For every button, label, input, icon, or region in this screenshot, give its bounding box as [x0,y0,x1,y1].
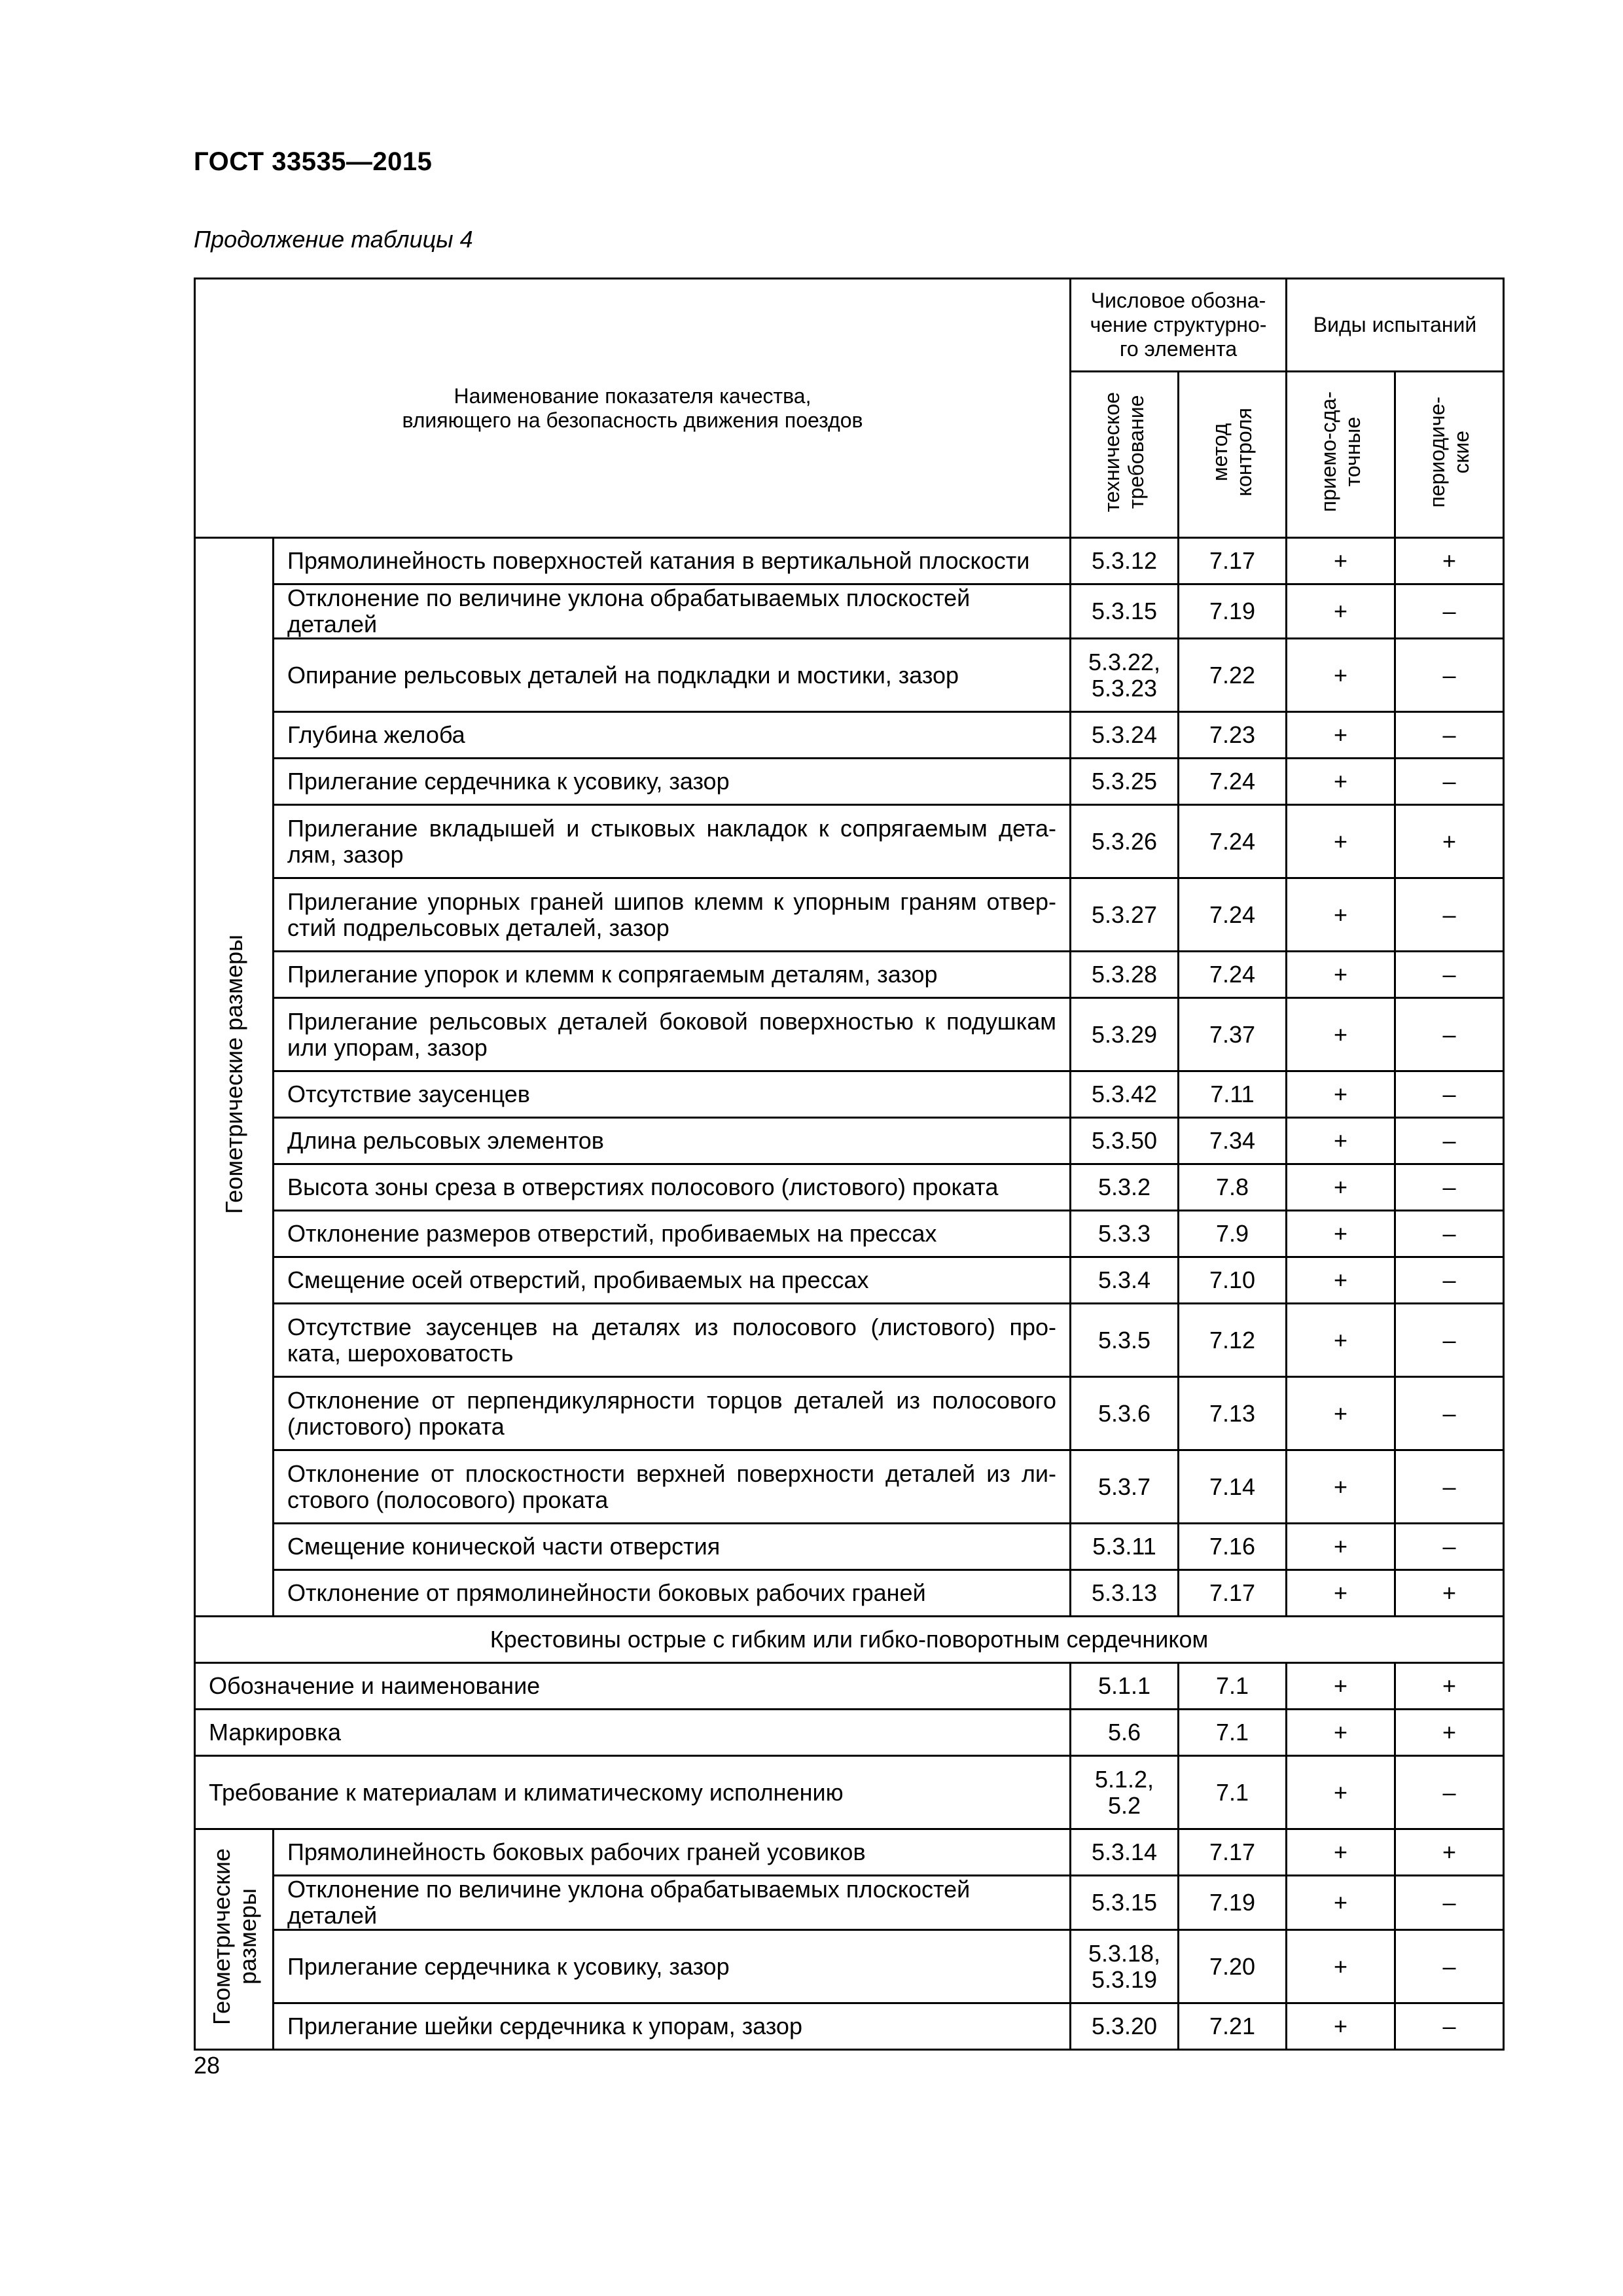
table-row [195,538,1504,584]
table-row [195,878,1504,952]
requirement-ref: 5.3.3 [1071,1211,1179,1257]
periodic-test-mark: – [1395,759,1504,805]
header-control-method: метод контроля [1179,372,1287,538]
table-row [195,712,1504,759]
acceptance-test-mark: + [1287,2003,1395,2050]
control-method-ref: 7.34 [1179,1118,1287,1164]
periodic-test-mark: + [1395,1829,1504,1876]
periodic-test-mark: – [1395,1118,1504,1164]
indicator-name: Отсутствие заусенцев [274,1071,1071,1118]
control-method-ref: 7.24 [1179,759,1287,805]
control-method-ref: 7.8 [1179,1164,1287,1211]
indicator-name: Отклонение от перпендикулярности торцов деталей из полосового (листового) проката [274,1377,1071,1450]
periodic-test-mark: – [1395,639,1504,712]
requirement-ref: 5.6 [1071,1710,1179,1756]
acceptance-test-mark: + [1287,1876,1395,1930]
acceptance-test-mark: + [1287,538,1395,584]
header-periodic-tests: периодиче- ские [1395,372,1504,538]
header-indicator-name: Наименование показателя качества, влияющего на безопасность движения поездов [195,279,1071,538]
header-acceptance-tests: приемо-сда- точные [1287,372,1395,538]
table-row [195,1756,1504,1829]
periodic-test-mark: – [1395,712,1504,759]
indicator-name: Отклонение размеров отверстий, пробиваемых на прессах [274,1211,1071,1257]
table-row [195,952,1504,998]
acceptance-test-mark: + [1287,952,1395,998]
periodic-test-mark: – [1395,584,1504,639]
requirement-ref: 5.3.15 [1071,1876,1179,1930]
periodic-test-mark: + [1395,1663,1504,1710]
indicator-name: Прилегание шейки сердечника к упорам, зазор [274,2003,1071,2050]
periodic-test-mark: – [1395,1756,1504,1829]
indicator-name: Прилегание вкладышей и стыковых накладок к сопрягаемым дета-лям, зазор [274,805,1071,878]
periodic-test-mark: – [1395,1876,1504,1930]
requirement-ref: 5.3.26 [1071,805,1179,878]
acceptance-test-mark: + [1287,712,1395,759]
acceptance-test-mark: + [1287,1710,1395,1756]
table-row [195,1450,1504,1524]
table-row [195,1710,1504,1756]
table-row [195,584,1504,639]
periodic-test-mark: + [1395,1710,1504,1756]
acceptance-test-mark: + [1287,1663,1395,1710]
requirement-ref: 5.3.20 [1071,2003,1179,2050]
requirement-ref: 5.3.15 [1071,584,1179,639]
indicator-name: Отсутствие заусенцев на деталях из полосового (листового) про-ката, шероховатость [274,1304,1071,1377]
control-method-ref: 7.1 [1179,1756,1287,1829]
table-row [195,1164,1504,1211]
acceptance-test-mark: + [1287,1071,1395,1118]
indicator-name: Отклонение по величине уклона обрабатываемых плоскостей деталей [274,1876,1071,1930]
table-row [195,1876,1504,1930]
control-method-ref: 7.22 [1179,639,1287,712]
table-row [195,1071,1504,1118]
acceptance-test-mark: + [1287,1164,1395,1211]
table-row [195,1570,1504,1617]
requirement-ref: 5.3.2 [1071,1164,1179,1211]
acceptance-test-mark: + [1287,1930,1395,2003]
periodic-test-mark: – [1395,1450,1504,1524]
periodic-test-mark: – [1395,1377,1504,1450]
indicator-name: Отклонение от плоскостности верхней поверхности деталей из ли-стового (полосового) проката [274,1450,1071,1524]
indicator-name: Глубина желоба [274,712,1071,759]
control-method-ref: 7.1 [1179,1710,1287,1756]
control-method-ref: 7.20 [1179,1930,1287,2003]
control-method-ref: 7.23 [1179,712,1287,759]
control-method-ref: 7.10 [1179,1257,1287,1304]
control-method-ref: 7.24 [1179,952,1287,998]
requirement-ref: 5.3.24 [1071,712,1179,759]
acceptance-test-mark: + [1287,805,1395,878]
table-row [195,2003,1504,2050]
indicator-name: Смещение конической части отверстия [274,1524,1071,1570]
control-method-ref: 7.12 [1179,1304,1287,1377]
control-method-ref: 7.24 [1179,878,1287,952]
periodic-test-mark: – [1395,1930,1504,2003]
table-row [195,639,1504,712]
control-method-ref: 7.17 [1179,1570,1287,1617]
control-method-ref: 7.17 [1179,1829,1287,1876]
indicator-name: Прилегание рельсовых деталей боковой поверхностью к подушкам или упорам, зазор [274,998,1071,1071]
requirement-ref: 5.3.29 [1071,998,1179,1071]
control-method-ref: 7.16 [1179,1524,1287,1570]
requirement-ref: 5.3.5 [1071,1304,1179,1377]
indicator-name: Прилегание упорных граней шипов клемм к упорным граням отвер-стий подрельсовых деталей, зазор [274,878,1071,952]
requirement-ref: 5.1.2, 5.2 [1071,1756,1179,1829]
table-row [195,1663,1504,1710]
control-method-ref: 7.9 [1179,1211,1287,1257]
periodic-test-mark: – [1395,1071,1504,1118]
periodic-test-mark: – [1395,1164,1504,1211]
indicator-name: Обозначение и наименование [195,1663,1071,1710]
indicator-name: Отклонение по величине уклона обрабатываемых плоскостей деталей [274,584,1071,639]
periodic-test-mark: – [1395,952,1504,998]
table-row [195,805,1504,878]
acceptance-test-mark: + [1287,998,1395,1071]
section-row [195,1617,1504,1663]
requirement-ref: 5.3.12 [1071,538,1179,584]
acceptance-test-mark: + [1287,1377,1395,1450]
indicator-name: Отклонение от прямолинейности боковых рабочих граней [274,1570,1071,1617]
indicator-name: Смещение осей отверстий, пробиваемых на прессах [274,1257,1071,1304]
acceptance-test-mark: + [1287,1524,1395,1570]
table-row [195,1377,1504,1450]
requirement-ref: 5.1.1 [1071,1663,1179,1710]
periodic-test-mark: – [1395,1211,1504,1257]
control-method-ref: 7.19 [1179,584,1287,639]
indicator-name: Высота зоны среза в отверстиях полосового (листового) проката [274,1164,1071,1211]
table-row [195,1524,1504,1570]
acceptance-test-mark: + [1287,1756,1395,1829]
requirement-ref: 5.3.11 [1071,1524,1179,1570]
table-row [195,1829,1504,1876]
control-method-ref: 7.1 [1179,1663,1287,1710]
requirement-ref: 5.3.22, 5.3.23 [1071,639,1179,712]
requirement-ref: 5.3.7 [1071,1450,1179,1524]
indicator-name: Прилегание сердечника к усовику, зазор [274,1930,1071,2003]
control-method-ref: 7.14 [1179,1450,1287,1524]
requirement-ref: 5.3.14 [1071,1829,1179,1876]
requirement-ref: 5.3.4 [1071,1257,1179,1304]
acceptance-test-mark: + [1287,1118,1395,1164]
periodic-test-mark: – [1395,998,1504,1071]
control-method-ref: 7.21 [1179,2003,1287,2050]
group-label-geometric-dimensions-2: Геометрические размеры [195,1829,274,2050]
document-code: ГОСТ 33535—2015 [194,147,433,176]
acceptance-test-mark: + [1287,1570,1395,1617]
acceptance-test-mark: + [1287,878,1395,952]
indicator-name: Опирание рельсовых деталей на подкладки и мостики, зазор [274,639,1071,712]
control-method-ref: 7.13 [1179,1377,1287,1450]
acceptance-test-mark: + [1287,1257,1395,1304]
requirement-ref: 5.3.18, 5.3.19 [1071,1930,1179,2003]
requirement-ref: 5.3.25 [1071,759,1179,805]
acceptance-test-mark: + [1287,639,1395,712]
control-method-ref: 7.37 [1179,998,1287,1071]
group-label-geometric-dimensions: Геометрические размеры [195,538,274,1617]
control-method-ref: 7.19 [1179,1876,1287,1930]
requirement-ref: 5.3.13 [1071,1570,1179,1617]
acceptance-test-mark: + [1287,1304,1395,1377]
table-row [195,1304,1504,1377]
indicator-name: Прямолинейность боковых рабочих граней усовиков [274,1829,1071,1876]
page-number: 28 [194,2052,221,2079]
indicator-name: Требование к материалам и климатическому исполнению [195,1756,1071,1829]
requirement-ref: 5.3.6 [1071,1377,1179,1450]
periodic-test-mark: – [1395,1257,1504,1304]
table-row [195,1930,1504,2003]
periodic-test-mark: – [1395,878,1504,952]
indicator-name: Длина рельсовых элементов [274,1118,1071,1164]
indicator-name: Прилегание упорок и клемм к сопрягаемым деталям, зазор [274,952,1071,998]
periodic-test-mark: + [1395,538,1504,584]
header-test-types: Виды испытаний [1287,279,1504,372]
table-row [195,759,1504,805]
acceptance-test-mark: + [1287,1829,1395,1876]
control-method-ref: 7.11 [1179,1071,1287,1118]
acceptance-test-mark: + [1287,759,1395,805]
indicator-name: Прилегание сердечника к усовику, зазор [274,759,1071,805]
table-row [195,1257,1504,1304]
header-designation-group: Числовое обозна- чение структурно- го элемента [1071,279,1287,372]
table-row [195,1211,1504,1257]
requirement-ref: 5.3.28 [1071,952,1179,998]
indicator-name: Прямолинейность поверхностей катания в вертикальной плоскости [274,538,1071,584]
periodic-test-mark: – [1395,2003,1504,2050]
requirement-ref: 5.3.50 [1071,1118,1179,1164]
periodic-test-mark: + [1395,805,1504,878]
requirement-ref: 5.3.27 [1071,878,1179,952]
table-row [195,1118,1504,1164]
control-method-ref: 7.24 [1179,805,1287,878]
header-technical-requirement: техническое требование [1071,372,1179,538]
periodic-test-mark: – [1395,1304,1504,1377]
periodic-test-mark: – [1395,1524,1504,1570]
requirement-ref: 5.3.42 [1071,1071,1179,1118]
section-title: Крестовины острые с гибким или гибко-поворотным сердечником [195,1617,1504,1663]
acceptance-test-mark: + [1287,1211,1395,1257]
table-row [195,998,1504,1071]
quality-indicators-table [194,278,1505,2051]
table-caption: Продолжение таблицы 4 [194,226,473,253]
acceptance-test-mark: + [1287,584,1395,639]
indicator-name: Маркировка [195,1710,1071,1756]
acceptance-test-mark: + [1287,1450,1395,1524]
periodic-test-mark: + [1395,1570,1504,1617]
control-method-ref: 7.17 [1179,538,1287,584]
